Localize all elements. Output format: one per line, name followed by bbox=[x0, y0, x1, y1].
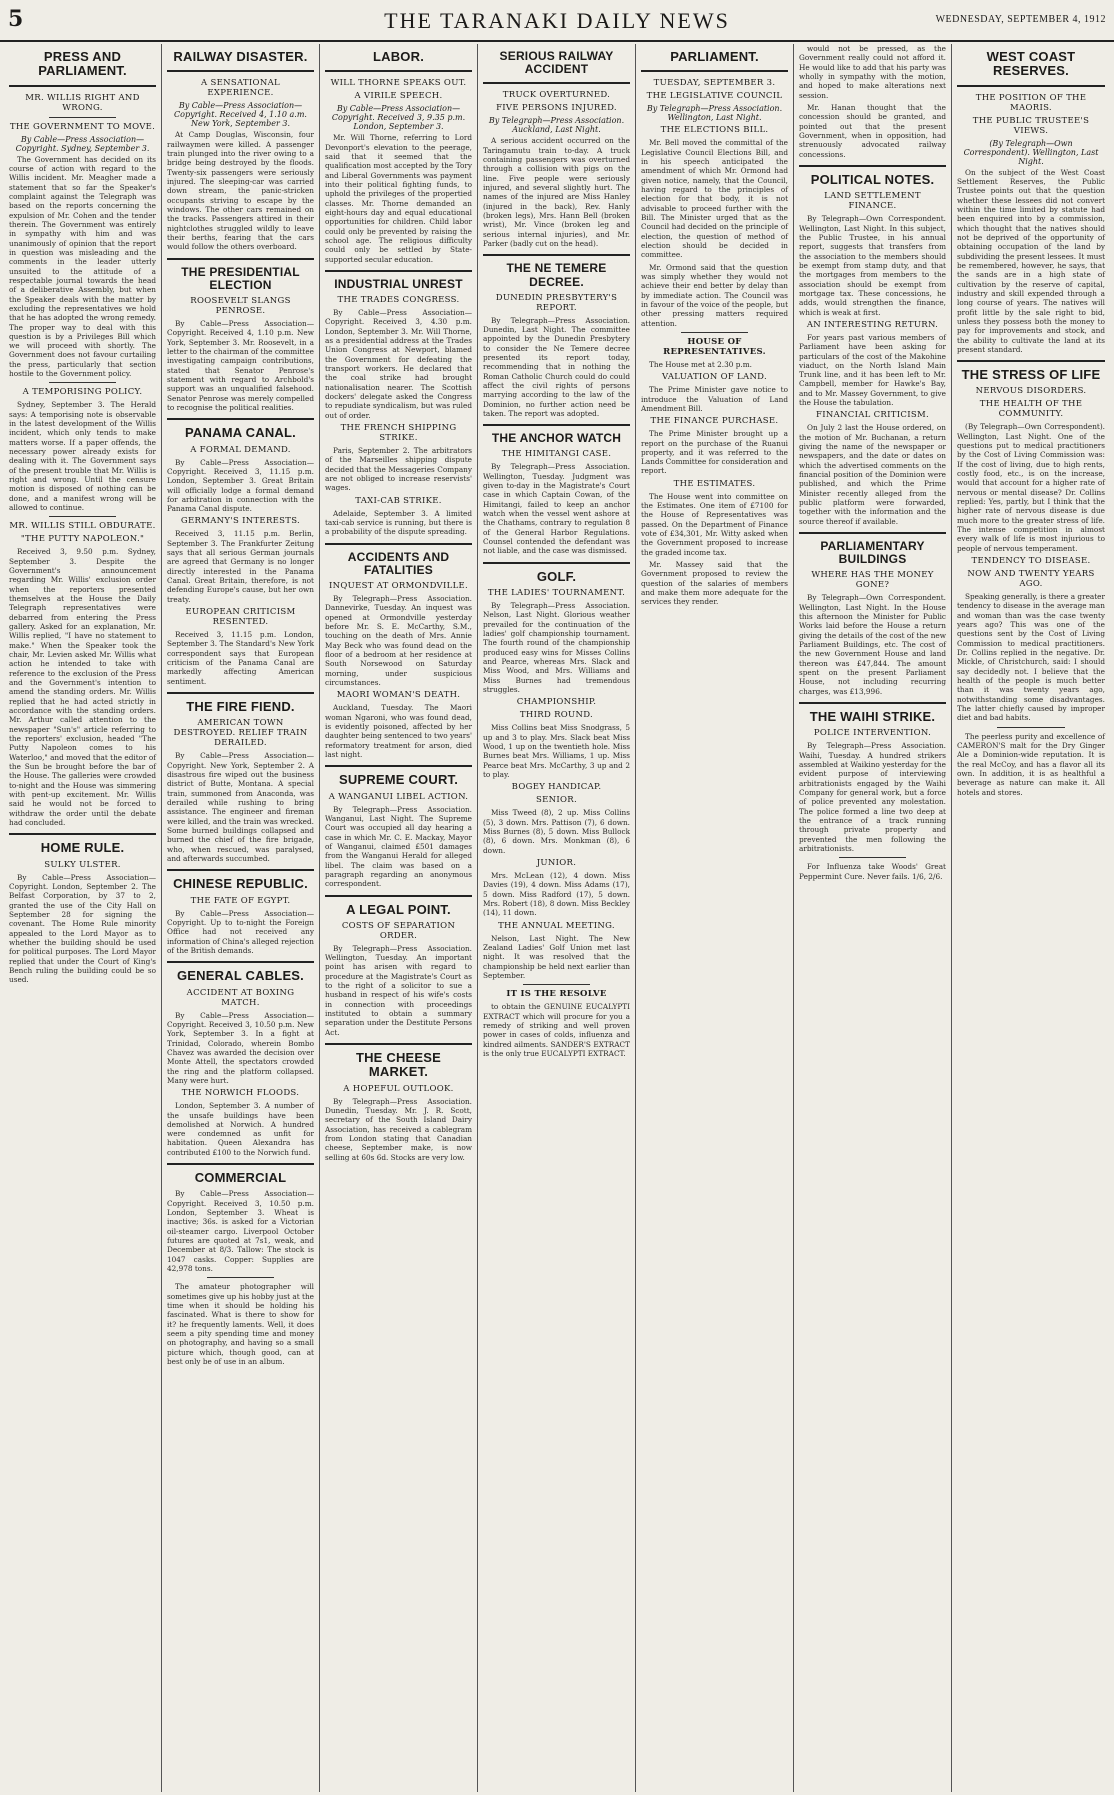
column-1 bbox=[4, 44, 162, 1792]
article-body bbox=[167, 1282, 314, 1366]
subheading: THIRD ROUND. bbox=[519, 710, 594, 721]
subheading: TENDENCY TO DISEASE. bbox=[971, 556, 1091, 567]
article-body bbox=[325, 308, 472, 420]
subheading: THE TRADES CONGRESS. bbox=[337, 295, 460, 306]
column-5 bbox=[636, 44, 794, 1792]
article-heading: CHINESE REPUBLIC. bbox=[173, 876, 308, 892]
paragraph: By Cable—Press Association—Copyright. Received 4, 1.10 p.m. New York, September 3. Mr. Roosevelt, in a letter to the chairman of the committee investigating campaign contributions, stated that Senator Penrose's statement with regard to Archbold's support was an unqualified falsehood. Senator Penrose was merely compelled to recognise the political realities. bbox=[167, 318, 314, 412]
divider bbox=[325, 270, 472, 272]
divider bbox=[167, 869, 314, 871]
article-heading: PARLIAMENT. bbox=[670, 49, 759, 64]
paragraph: On July 2 last the House ordered, on the motion of Mr. Buchanan, a return giving the name of the newspaper or newspapers, and the date or dates on which the advertised comments on the financial position of the Dominion were published, and which the Prime Minister recently alleged from the public platform were forwarded, together with the information and the source thereof if available. bbox=[799, 423, 946, 526]
paragraph: By Cable—Press Association—Copyright. Received 3, 11.15 p.m. London, September 3. Great Britain will officially lodge a formal demand for arbitration in connection with the Panama Canal dispute. bbox=[167, 457, 314, 514]
newspaper-title: THE TARANAKI DAILY NEWS bbox=[384, 8, 730, 33]
byline: By Cable—Press Association—Copyright. Received 3, 9.35 p.m. London, September 3. bbox=[331, 104, 466, 132]
paragraph: Sydney, September 3. The Herald says: A temporising note is observable in the latest development of the Willis incident, which only tends to make matters worse. If a paper offends, the necessary power already exists for dealing with it. The Government says of the present trouble that Mr. Willis is right and wrong. Until the censure motion is disposed of nothing can be done, and a manifest wrong will be allowed to continue. bbox=[9, 400, 156, 513]
article-heading: SERIOUS RAILWAY ACCIDENT bbox=[499, 49, 614, 77]
divider bbox=[325, 765, 472, 767]
divider bbox=[483, 254, 630, 256]
article-heading: COMMERCIAL bbox=[194, 1170, 287, 1186]
subheading: THE HEALTH OF THE COMMUNITY. bbox=[979, 399, 1083, 420]
subheading: THE GOVERNMENT TO MOVE. bbox=[9, 121, 156, 132]
paragraph: For years past various members of Parliament have been asking for particulars of the cost of the Makohine viaduct, on the North Island Main Trunk line, and it has been left to Mr. Campbell, member for Hawke's Bay, and to Mr. Massey Government, to give the House the tabulation. bbox=[799, 332, 946, 408]
paragraph: For Influenza take Woods' Great Peppermint Cure. Never fails. 1/6, 2/6. bbox=[799, 862, 946, 881]
article-heading: HOME RULE. bbox=[40, 840, 125, 856]
article-body bbox=[799, 423, 946, 526]
paragraph: Mr. Will Thorne, referring to Lord Devonport's elevation to the peerage, said that it seemed that the qualification most accepted by the Tory and Liberal Governments was payment into their political fighting funds, to uphold the privileges of the propertied classes. Mr. Thorne demanded an eight-hours day and equal educational opportunities for children. Child labor could only be prevented by raising the school age. The religious difficulty could only be settled by State-supported secular education. bbox=[325, 133, 472, 264]
article-body bbox=[325, 944, 472, 1037]
subheading: MR. WILLIS STILL OBDURATE. bbox=[9, 521, 156, 532]
article-body bbox=[9, 547, 156, 827]
article-heading: GENERAL CABLES. bbox=[177, 968, 304, 984]
article-body bbox=[325, 594, 472, 687]
masthead bbox=[0, 0, 1114, 42]
paragraph: By Telegraph—Press Association. Waihi, Tuesday. A hundred strikers assembled at Waikino yesterday for the evident purpose of interviewing arbitrationists engaged by the Waihi Company for general work, but a force of police prevented any molestation. The police formed a line two deep at the entrance of a track running through private property and prevented the men following the arbitrationists. bbox=[799, 741, 946, 853]
paragraph: Mr. Bell moved the committal of the Legislative Council Elections Bill, and in his speech anticipated the amendment of which Mr. Ormond had given notice, namely, that the Council, having regard to the principles of election for that body, it is not advisable to proceed further with the Bill. The Minister urged that as the Council had decided on the principle of election, the question of method of election should be decided in committee. bbox=[641, 138, 788, 260]
article-body bbox=[325, 509, 472, 537]
article-heading: THE NE TEMERE DECREE. bbox=[506, 261, 607, 289]
subheading: THE NORWICH FLOODS. bbox=[181, 1088, 300, 1099]
subheading: THE PUBLIC TRUSTEE'S VIEWS. bbox=[972, 115, 1090, 136]
divider bbox=[167, 70, 314, 72]
advertisement-heading: IT IS THE RESOLVE bbox=[506, 989, 607, 1000]
paragraph: The peerless purity and excellence of CAMERON'S malt for the Dry Ginger Ale a Dominion-wide reputation. It is the real McCoy, and has a flavor all its own. In addition, it is as healthful a beverage as nature can make it. All hotels and stores. bbox=[957, 731, 1105, 797]
article-heading: LABOR. bbox=[372, 49, 425, 64]
paragraph: Miss Collins beat Miss Snodgrass, 5 up and 3 to play. Mrs. Slack beat Miss Wood, 1 up on the twentieth hole. Miss Burnes beat Mrs. Williams, 1 up. Miss Pearce beat Mrs. McCarthy, 3 up and 2 to play. bbox=[483, 723, 630, 779]
divider bbox=[325, 543, 472, 545]
column-6 bbox=[794, 44, 952, 1792]
paragraph: (By Telegraph—Own Correspondent). Wellington, Last Night. One of the questions put to medical practitioners by the Cost of Living Commission was: If the cost of living, due to high rents, costly food, etc., is on the increase, would that account for a higher rate of nervous or mental disease? Dr. Collins replied: Yes, partly, but I think that the higher rate of nervous disease is due much more to the greater stress of life. The intense competition in almost every walk of life is most injurious to people of nervous temperament. bbox=[957, 422, 1105, 553]
divider bbox=[325, 70, 472, 72]
column-2 bbox=[162, 44, 320, 1792]
subheading: THE LADIES' TOURNAMENT. bbox=[487, 588, 626, 599]
subheading: AN INTERESTING RETURN. bbox=[806, 319, 939, 330]
paragraph: Adelaide, September 3. A limited taxi-cab service is running, but there is a probability of the dispute spreading. bbox=[325, 508, 472, 537]
subheading: NERVOUS DISORDERS. bbox=[975, 386, 1087, 397]
subheading: TAXI-CAB STRIKE. bbox=[355, 495, 442, 506]
divider bbox=[799, 702, 946, 704]
article-heading: SUPREME COURT. bbox=[338, 772, 459, 788]
subheading: WHERE HAS THE MONEY GONE? bbox=[811, 570, 934, 591]
paragraph: Mrs. McLean (12), 4 down. Miss Davies (19), 4 down. Miss Adams (17), 5 down. Miss Radford (17), 5 down. Mrs. Robert (18), 8 down. Miss Beckley (14), 11 down. bbox=[483, 870, 630, 918]
paragraph: The House met at 2.30 p.m. bbox=[649, 359, 752, 369]
paragraph: At Camp Douglas, Wisconsin, four railwaymen were killed. A passenger train plunged into the river owing to a bridge being destroyed by the floods. Twenty-six passengers were seriously injured. The sleeping-car was carried down stream, the panic-stricken occupants striving to escape by the windows. The other cars remained on the tracks. Passengers attired in their nightclothes struggled wildly to leave their berths, fearing that the cars would follow the others overboard. bbox=[167, 130, 314, 252]
article-body bbox=[167, 909, 314, 956]
subheading: AMERICAN TOWN DESTROYED. RELIEF TRAIN DERAILED. bbox=[173, 718, 308, 749]
divider bbox=[997, 727, 1065, 728]
subheading: ACCIDENT AT BOXING MATCH. bbox=[186, 987, 295, 1008]
subheading: THE ANNUAL MEETING. bbox=[498, 920, 615, 931]
columns bbox=[4, 44, 1110, 1792]
subheading: THE FATE OF EGYPT. bbox=[190, 895, 291, 906]
article-body bbox=[167, 130, 314, 251]
article-body bbox=[957, 422, 1105, 553]
divider bbox=[9, 85, 156, 87]
article-body bbox=[641, 138, 788, 328]
article-heading: A LEGAL POINT. bbox=[346, 901, 451, 917]
article-body bbox=[799, 214, 946, 317]
subheading: THE ELECTIONS BILL. bbox=[660, 125, 769, 136]
subheading: WILL THORNE SPEAKS OUT. bbox=[330, 78, 467, 89]
paragraph: By Cable—Press Association—Copyright. New York, September 2. A disastrous fire wiped out the business district of Butte, Montana. A special train, summoned from Anaconda, was derailed while rushing to bring assistance. The engineer and fireman were killed, and the train was wrecked. Some burned buildings collapsed and burned the chief of the fire brigade, who, when rescued, was paralysed, and afterwards succumbed. bbox=[167, 751, 314, 863]
article-heading: THE FIRE FIEND. bbox=[186, 699, 295, 715]
article-body bbox=[167, 529, 314, 604]
subheading: THE POSITION OF THE MAORIS. bbox=[975, 92, 1087, 113]
article-heading: INDUSTRIAL UNREST bbox=[334, 276, 463, 291]
subheading: INQUEST AT ORMONDVILLE. bbox=[328, 581, 469, 592]
divider bbox=[839, 857, 906, 858]
article-heading: PARLIAMENTARY BUILDINGS bbox=[820, 539, 925, 567]
divider bbox=[207, 1277, 274, 1278]
advertisement-body bbox=[799, 862, 946, 881]
column-4 bbox=[478, 44, 636, 1792]
article-body bbox=[167, 458, 314, 514]
byline: By Cable—Press Association—Copyright. Sydney, September 3. bbox=[15, 134, 150, 153]
article-heading: GOLF. bbox=[536, 568, 577, 584]
paragraph: Nelson, Last Night. The New Zealand Ladies' Golf Union met last night. It was resolved that the championship be held next earlier than September. bbox=[483, 933, 630, 980]
article-heading: WEST COAST RESERVES. bbox=[986, 49, 1076, 79]
paragraph: Mr. Ormond said that the question was simply whether they would not achieve their end better by delay than by immediate action. The Council was in favour of the voice of the people, but other pressing matters required attention. bbox=[641, 262, 788, 328]
subheading: POLICE INTERVENTION. bbox=[813, 728, 932, 739]
paragraph: Received 3, 11.15 p.m. London, September 3. The Standard's New York correspondent says that European criticism of the Panama Canal are markedly affecting American sentiment. bbox=[167, 630, 314, 686]
divider bbox=[799, 165, 946, 167]
subheading: THE FRENCH SHIPPING STRIKE. bbox=[340, 423, 457, 444]
article-body bbox=[167, 751, 314, 863]
article-body bbox=[957, 168, 1105, 355]
article-body bbox=[641, 385, 788, 413]
subheading: A VIRILE SPEECH. bbox=[354, 91, 443, 102]
article-heading: RAILWAY DISASTER. bbox=[173, 49, 308, 64]
article-heading: THE PRESIDENTIAL ELECTION bbox=[181, 264, 300, 292]
paragraph: By Telegraph—Press Association. Wanganui, Last Night. The Supreme Court was occupied all day hearing a case in which Mr. C. E. Mackay, Mayor of Wanganui, claimed £501 damages from the Wanganui Herald for alleged libel. The claim was based on a paragraph regarding an anonymous correspondent. bbox=[325, 804, 472, 889]
page-number: 5 bbox=[8, 6, 24, 32]
subheading: TRUCK OVERTURNED. bbox=[502, 90, 611, 101]
subheading: CHAMPIONSHIP. bbox=[516, 697, 597, 708]
article-body bbox=[325, 446, 472, 493]
paragraph: Received 3, 9.50 p.m. Sydney, September 3. Despite the Government's announcement regarding Mr. Willis' exclusion order when the reporters presented themselves at the House the Daily Telegraph representatives were debarred from entering the Press gallery. Asked for an explanation, Mr. Willis replied, "I have no statement to make." When the Speaker took the chair, Mr. Levien asked Mr. Willis what action he intended to take with reference to the exclusion of the Press and the Government's intention to amend the standing orders. Mr. Willis replied that he had acted strictly in accordance with the standing orders. Mr. Arthur called attention to the newspaper "Sun's" article referring to the reporters' exclusion, headed "The Putty Napoleon comes to his Waterloo," and moved that the editor of the Sun be brought before the bar of the House. The galleries were crowded to-night and the House was simmering with pent-up excitement. Mr. Willis said he would not be forced to withdraw the order until the debate had concluded. bbox=[9, 547, 156, 827]
article-body bbox=[167, 319, 314, 412]
article-body bbox=[167, 1101, 314, 1157]
paragraph: By Telegraph—Press Association. Dunedin, Last Night. The committee appointed by the Dunedin Presbytery to consider the Ne Temere decree presented its report today, recommending that in nothing the Roman Catholic Church could do could affect the civil rights of persons marrying according to the law of the Dominion, no further action need be taken. The report was adopted. bbox=[483, 315, 630, 418]
divider bbox=[167, 258, 314, 260]
byline: By Telegraph—Press Association. Wellington, Last Night. bbox=[646, 104, 783, 123]
divider bbox=[957, 360, 1105, 362]
article-heading: POLITICAL NOTES. bbox=[810, 171, 935, 187]
article-body bbox=[9, 155, 156, 379]
subheading: MAORI WOMAN'S DEATH. bbox=[336, 690, 461, 701]
article-body bbox=[325, 703, 472, 759]
article-body bbox=[799, 741, 946, 853]
divider bbox=[49, 516, 116, 517]
paragraph: Miss Tweed (8), 2 up. Miss Collins (5), 3 down. Mrs. Pattison (7), 6 down. Miss Burnes (8), 5 down. Miss Bullock (8), 6 down. Mrs. Monkman (8), 6 down. bbox=[483, 808, 630, 855]
advertisement-body bbox=[957, 732, 1105, 797]
divider bbox=[325, 895, 472, 897]
divider bbox=[483, 424, 630, 426]
paragraph: By Telegraph—Press Association. Dannevirke, Tuesday. An inquest was opened at Ormondville yesterday before Mr. S. E. McCarthy, S.M., touching on the death of Mrs. Annie May Beck who was found dead on the floor of a bedroom at her residence at South Norsewood on Saturday morning, under suspicious circumstances. bbox=[325, 594, 472, 687]
article-body bbox=[167, 1011, 314, 1086]
article-heading: THE CHEESE MARKET. bbox=[355, 1050, 442, 1080]
divider bbox=[167, 418, 314, 420]
subheading: A SENSATIONAL EXPERIENCE. bbox=[201, 78, 280, 99]
paragraph: Mr. Hanan thought that the concession should be granted, and pointed out that the present Government, when in opposition, had strenuously advocated railway concessions. bbox=[799, 102, 946, 159]
article-body bbox=[167, 630, 314, 686]
article-body bbox=[483, 723, 630, 779]
subheading: "THE PUTTY NAPOLEON." bbox=[20, 534, 145, 545]
article-body bbox=[641, 360, 788, 369]
column-3 bbox=[320, 44, 478, 1792]
divider bbox=[523, 984, 590, 985]
subheading: NOW AND TWENTY YEARS AGO. bbox=[967, 569, 1095, 590]
article-heading: THE STRESS OF LIFE bbox=[961, 367, 1101, 383]
subheading: DUNEDIN PRESBYTERY'S REPORT. bbox=[495, 292, 618, 313]
subheading: LAND SETTLEMENT FINANCE. bbox=[824, 191, 921, 212]
subheading: THE FINANCE PURCHASE. bbox=[650, 416, 779, 427]
paragraph: The Prime Minister brought up a report on the purchase of the Ruanui property, and it was referred to the Lands Committee for consideration and report. bbox=[641, 429, 788, 476]
issue-date: WEDNESDAY, SEPTEMBER 4, 1912 bbox=[935, 14, 1106, 25]
paragraph: The amateur photographer will sometimes give up his hobby just at the time when it should be holding his fascinated. What is there to show for it? he frequently laments. Well, it does seem a pity spending time and money on photography, and having so a small picture which, though good, can at best only be of use in an album. bbox=[167, 1282, 314, 1367]
paragraph: By Telegraph—Press Association. Wellington, Tuesday. An important point has arisen with regard to procedure at the Magistrate's Court as to the right of a solicitor to sue a husband in respect of his wife's costs in connection with proceedings instituted to obtain a summary separation under the Destitute Persons Act. bbox=[325, 943, 472, 1037]
subheading: THE LEGISLATIVE COUNCIL bbox=[646, 91, 783, 102]
paragraph: Mr. Massey said that the Government proposed to review the question of the salaries of members and make them more adequate for the services they render. bbox=[641, 560, 788, 607]
paragraph: London, September 3. A number of the unsafe buildings have been demolished at Norwich. A hundred were condemned as unfit for habitation. Queen Alexandra has contributed £100 to the Norwich fund. bbox=[167, 1101, 314, 1157]
divider bbox=[681, 332, 748, 333]
paragraph: By Telegraph—Own Correspondent. Wellington, Last Night. In this subject, the Public Trustee, in his annual report, suggests that transfers from the association to the members should be exempt from stamp duty, and that the mortgages from members to the association should be exempt from mortgage tax. These concessions, he adds, would strengthen the finance, which is weak at first. bbox=[799, 214, 946, 317]
article-body bbox=[483, 601, 630, 694]
paragraph: would not be pressed, as the Government really could not afford it. He would like to add that his party was wholly in sympathy with the motion, and hoped to make alterations next session. bbox=[799, 44, 946, 100]
divider bbox=[641, 70, 788, 72]
paragraph: By Cable—Press Association—Copyright. Received 3, 10.50 p.m. New York, September 3. In a fight at Trinidad, Colorado, wherein Bombo Chavez was awarded the decision over Monte Attell, the spectators crowded the ring and the platform collapsed. Many were hurt. bbox=[167, 1010, 314, 1085]
paragraph: Auckland, Tuesday. The Maori woman Ngaroni, who was found dead, is evidently poisoned, affected by her daughter being sentenced to two years' reformatory treatment for arson, died last night. bbox=[325, 703, 472, 759]
paragraph: By Telegraph—Press Association. Wellington, Tuesday. Judgment was given to-day in the Magistrate's Court case in which Captain Cowan, of the Himitangi, failed to keep an anchor watch when the vessel went ashore at the Chathams, contrary to regulation 8 of the General Harbor Regulations. Counsel contended the defendant was not liable, and the case was dismissed. bbox=[483, 462, 630, 556]
paragraph: The House went into committee on the Estimates. One item of £7100 for the House of Representatives was passed. On the Department of Finance vote of £34,301, Mr. Witty asked when the Government proposed to increase the graded income tax. bbox=[641, 491, 788, 557]
paragraph: The Government has decided on its course of action with regard to the Willis incident. Mr. Meagher made a statement that so far the Speaker's complaint against the Telegraph was based on the reports concerning the expulsion of Mr. Cohen and the tender therein. The Government was entirely in sympathy with him and was unanimously of opinion that the report in question was misleading and the comments in the leader utterly unsuited to the attitude of a respectable journal towards the head of a deliberative Assembly, but when the Speaker deals with the matter by excluding the representatives we hold that he has adopted the wrong remedy. The proper way to deal with this question is by a Privileges Bill which we will proceed with shortly. The Government does not favour curtailing the press, particularly that section hostile to the Government policy. bbox=[9, 154, 156, 379]
subheading: A TEMPORISING POLICY. bbox=[22, 387, 143, 398]
article-body bbox=[641, 429, 788, 476]
byline: (By Telegraph—Own Correspondent). Wellington, Last Night. bbox=[963, 138, 1099, 166]
article-body bbox=[9, 400, 156, 512]
paragraph: A serious accident occurred on the Taringamutu train to-day. A truck containing passengers was overturned through a collision with pigs on the line. Five people were seriously injured, and several slightly hurt. The names of the injured are Miss Hanley (injured in the back), Rev. Hanly (broken legs), Mrs. Hann Bell (broken wrist), Mr. Vince (broken leg and serious internal injuries), and Mr. Parker (badly cut on the head). bbox=[483, 136, 630, 248]
paragraph: The Prime Minister gave notice to introduce the Valuation of Land Amendment Bill. bbox=[641, 385, 788, 413]
subheading: A FORMAL DEMAND. bbox=[190, 444, 291, 455]
paragraph: Speaking generally, is there a greater tendency to disease in the average man and woman than was the case twenty years ago? This was one of the questions sent by the Cost of Living Commission to medical practitioners. Dr. Collins replied in the negative. Dr. Mickle, of Christchurch, said: I should say decidedly not. I believe that the health of the people is much better than it was twenty years ago, notwithstanding some disadvantages. The latter chiefly caused by improper diet and bad habits. bbox=[957, 592, 1105, 723]
subheading: A WANGANUI LIBEL ACTION. bbox=[328, 791, 469, 802]
subheading: BOGEY HANDICAP. bbox=[511, 782, 602, 793]
article-body bbox=[325, 1097, 472, 1162]
paragraph: By Telegraph—Own Correspondent. Wellington, Last Night. In the House this afternoon the Minister for Public Works laid before the House a return giving the details of the cost of the new Parliament Buildings, etc. The cost of the new Government House and land thereon was £47,844. The amount spent on the present Parliament House, not including recurring charges, was £13,996. bbox=[799, 593, 946, 696]
divider bbox=[325, 1043, 472, 1045]
subheading: TUESDAY, SEPTEMBER 3. bbox=[653, 78, 776, 89]
article-body bbox=[167, 1189, 314, 1273]
subheading: COSTS OF SEPARATION ORDER. bbox=[341, 920, 456, 941]
divider bbox=[799, 532, 946, 534]
article-body bbox=[957, 592, 1105, 723]
paragraph: By Telegraph—Press Association. Nelson, Last Night. Glorious weather prevailed for the continuation of the ladies' golf championship tournament. The fourth round of the championship produced easy wins for Misses Collins and Pearce, whereas Mrs. Slack and Miss Wood, and Mrs. Williams and Miss Burnes had tremendous struggles. bbox=[483, 601, 630, 695]
paragraph: By Cable—Press Association—Copyright. London, September 2. The Belfast Corporation, by 37 to 2, granted the use of the City Hall on September 28 for signing the covenant. The Home Rule minority appealed to the Lord Mayor as to whether the building should be used for political purposes. The Lord Mayor replied that under the Court of King's Bench ruling the building could be so used. bbox=[9, 872, 156, 985]
paragraph: By Telegraph—Press Association. Dunedin, Tuesday. Mr. J. R. Scott, secretary of the South Island Dairy Association, has received a cablegram from London stating that Canadian cheese, September make, is now selling at 60s 6d. Stocks are very low. bbox=[325, 1096, 472, 1162]
article-body bbox=[483, 316, 630, 419]
paragraph: By Cable—Press Association—Copyright. Received 3, 10.50 p.m. London, September 3. Wheat is inactive; 36s. is asked for a Victorian oil-steamer cargo. Liverpool October futures are quoted at 7s1, weak, and December at 8/3. Tallow: The stock is 1047 casks. Copper: Supplies are 42,978 tons. bbox=[167, 1189, 314, 1274]
subheading: THE HIMITANGI CASE. bbox=[501, 449, 612, 460]
divider bbox=[483, 82, 630, 84]
advertisement-body bbox=[483, 1002, 630, 1058]
divider bbox=[9, 833, 156, 835]
divider bbox=[49, 382, 116, 383]
subheading: JUNIOR. bbox=[536, 857, 577, 868]
subheading: FINANCIAL CRITICISM. bbox=[816, 410, 929, 421]
paragraph: Paris, September 2. The arbitrators of the Marseilles shipping dispute decided that the Messageries Company are not obliged to increase reservists' wages. bbox=[325, 446, 472, 493]
article-heading: PRESS AND PARLIAMENT. bbox=[38, 49, 127, 79]
subheading: ROOSEVELT SLANGS PENROSE. bbox=[190, 295, 291, 316]
subheading: THE ESTIMATES. bbox=[673, 478, 756, 489]
subheading: EUROPEAN CRITICISM RESENTED. bbox=[185, 607, 296, 628]
paragraph: On the subject of the West Coast Settlement Reserves, the Public Trustee points out that the question whether these lessees did not convert within the time limited by statute had been enquired into by a commission, which thought that the natives should not be deprived of the opportunity of obtaining occupation of the land by subdividing the present lessees. It must be remembered, however, he says, that the sands are in a high state of cultivation by the reserve of capital, industry and skill expended through a long course of years. The natives will profit little by the sale right to bid, unless they possess both the money to pay for improvements and stock, and the ability to cultivate the land at its present standard. bbox=[957, 167, 1105, 354]
paragraph: By Cable—Press Association—Copyright. Received 3, 4.30 p.m. London, September 3. Mr. Will Thorne, as a presidential address at the Trades Union Congress at Newport, blamed the Government for defeating the transport workers. He declared that the coal strike had brought nationalisation nearer. The Scottish dockers' delegate asked the Congress to repudiate syndicalism, but was ruled out of order. bbox=[325, 308, 472, 420]
article-body bbox=[483, 871, 630, 918]
article-heading: PANAMA CANAL. bbox=[185, 425, 296, 441]
divider bbox=[483, 562, 630, 564]
divider bbox=[49, 117, 116, 118]
article-body bbox=[483, 808, 630, 855]
subheading: SENIOR. bbox=[536, 795, 577, 806]
divider bbox=[167, 961, 314, 963]
article-heading: THE WAIHI STRIKE. bbox=[809, 709, 936, 725]
byline: By Telegraph—Press Association. Auckland, Last Night. bbox=[488, 116, 625, 135]
divider bbox=[167, 692, 314, 694]
article-body bbox=[9, 873, 156, 985]
paragraph: By Cable—Press Association—Copyright. Up to to-night the Foreign Office had not received any information of China's alleged rejection of the British demands. bbox=[167, 908, 314, 955]
divider bbox=[167, 1163, 314, 1165]
article-body bbox=[483, 462, 630, 555]
subheading: FIVE PERSONS INJURED. bbox=[496, 103, 617, 114]
article-body bbox=[799, 333, 946, 408]
column-7 bbox=[952, 44, 1110, 1792]
divider bbox=[957, 85, 1105, 87]
article-heading: THE ANCHOR WATCH bbox=[491, 431, 622, 446]
article-body bbox=[325, 805, 472, 889]
subheading: HOUSE OF REPRESENTATIVES. bbox=[663, 336, 766, 357]
paragraph: to obtain the GENUINE EUCALYPTI EXTRACT which will procure for you a remedy of striking and well proven power in cases of colds, influenza and kindred ailments. SANDER'S EXTRACT is the only true EUCALYPTI EXTRACT. bbox=[483, 1002, 630, 1058]
subheading: GERMANY'S INTERESTS. bbox=[180, 516, 301, 527]
article-body bbox=[483, 136, 630, 248]
subheading: A HOPEFUL OUTLOOK. bbox=[343, 1083, 454, 1094]
article-body bbox=[483, 934, 630, 981]
article-body bbox=[799, 593, 946, 696]
article-body bbox=[325, 133, 472, 264]
byline: By Cable—Press Association—Copyright. Received 4, 1.10 a.m. New York, September 3. bbox=[174, 101, 307, 129]
subheading: VALUATION OF LAND. bbox=[662, 372, 767, 383]
article-body bbox=[799, 44, 946, 159]
article-body bbox=[641, 492, 788, 607]
subheading: MR. WILLIS RIGHT AND WRONG. bbox=[25, 92, 140, 113]
article-heading: ACCIDENTS AND FATALITIES bbox=[347, 549, 450, 577]
subheading: SULKY ULSTER. bbox=[44, 859, 121, 870]
paragraph: Received 3, 11.15 p.m. Berlin, September 3. The Frankfurter Zeitung says that all serious German journals are agreed that Germany is no longer directly interested in the Panama Canal. Great Britain, therefore, is not defending Europe's cause, but her own treaty. bbox=[167, 529, 314, 604]
